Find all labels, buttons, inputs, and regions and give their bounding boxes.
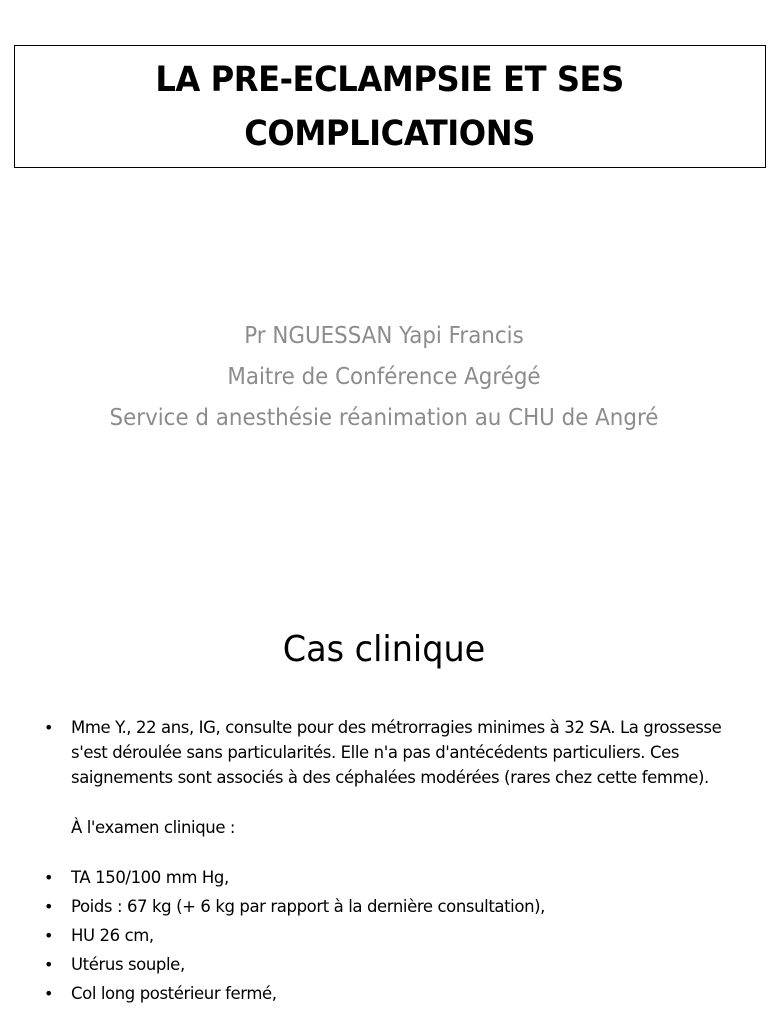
intro-paragraph: • Mme Y., 22 ans, IG, consulte pour des métrorragies minimes à 32 SA. La grossesse s'est déroulée sans particularités. Elle n'a pas d'antécédents particuliers. Ces saignements sont associés à des céphalées modérées (rares chez cette femme). [44, 715, 744, 790]
presentation-title [156, 53, 624, 161]
title-line-1: LA PRE-ECLAMPSIE ET SES [155, 59, 625, 100]
exam-heading: À l'examen clinique : [71, 818, 236, 837]
finding-item: • Utérus souple, [44, 952, 744, 981]
finding-item: • TA 150/100 mm Hg, [44, 865, 744, 894]
finding-item: • Col long postérieur fermé, [44, 981, 744, 1010]
finding-item: • HU 26 cm, [44, 923, 744, 952]
author-name: Pr NGUESSAN Yapi Francis [244, 323, 524, 349]
author-role: Maitre de Conférence Agrégé [227, 364, 541, 390]
title-line-2: COMPLICATIONS [244, 113, 536, 154]
section-title: Cas clinique [282, 629, 486, 670]
finding-item: • Poids : 67 kg (+ 6 kg par rapport à la dernière consultation), [44, 894, 744, 923]
author-block [0, 316, 768, 439]
case-content [44, 715, 744, 1010]
title-box [14, 45, 766, 168]
author-service: Service d anesthésie réanimation au CHU de Angré [109, 405, 659, 431]
